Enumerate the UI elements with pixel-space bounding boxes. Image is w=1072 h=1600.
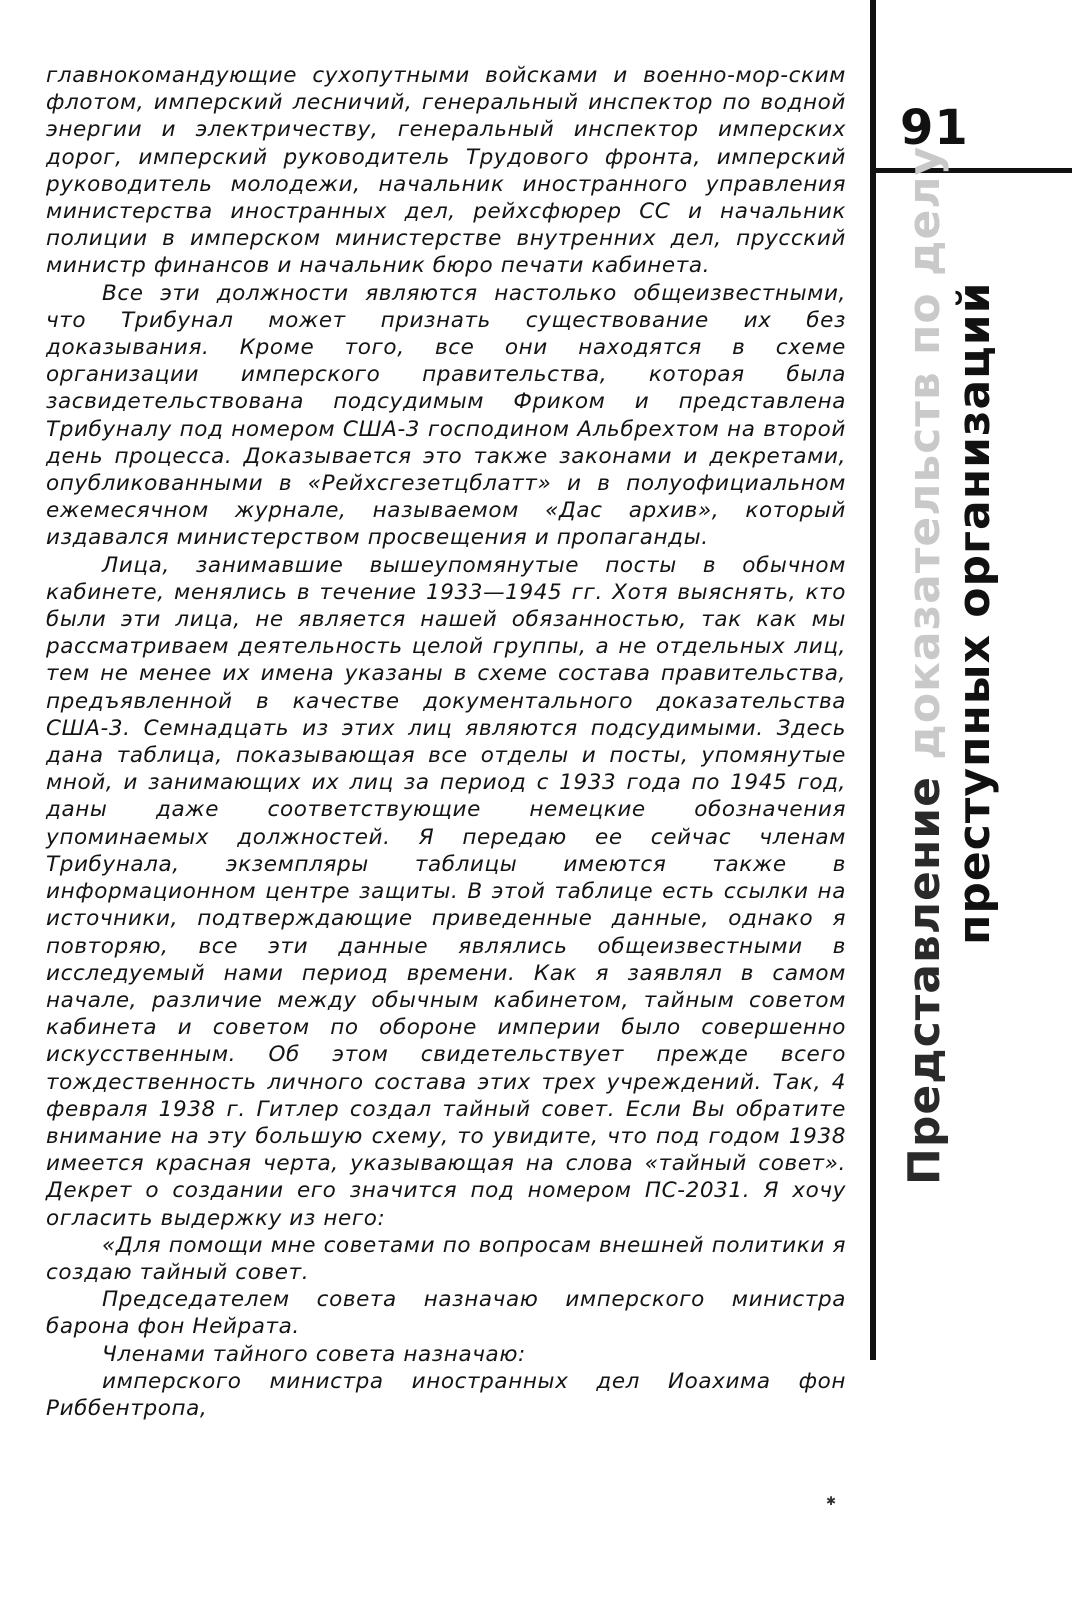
quote-paragraph-3: Членами тайного совета назначаю:: [102, 1341, 526, 1367]
quote-paragraph-2: Председателем совета назначаю имперского министра барона фон Нейрата.: [46, 1287, 846, 1340]
page-number: 91: [900, 100, 969, 156]
print-speck-icon: ✱: [826, 1494, 837, 1508]
quote-paragraph-4: имперского министра иностранных дел Иоахима фон Риббентропа,: [46, 1368, 846, 1421]
paragraph-3: Лица, занимавшие вышеупомянутые посты в обычном кабинете, менялись в течение 1933—1945 гг. Хотя выяснять, кто были эти лица, не является нашей обязанностью, так как мы рассматриваем деятельность целой группы, а не отдельных лиц, тем не менее их имена указаны в схеме состава правительства, предъявленной в качестве документального доказательства США-3. Семнадцать из этих лиц являются подсудимыми. Здесь дана таблица, показывающая все отделы и посты, упомянутые мной, и занимающих их лиц за период с 1933 года по 1945 год, даны даже соответствующие немецкие обозначения упоминаемых должностей. Я передаю ее сейчас членам Трибунала, экземпляры таблицы имеются также в информационном центре защиты. В этой таблице есть ссылки на источники, подтверждающие приведенные данные, однако я повторяю, все эти данные являлись общеизвестными в исследуемый нами период времени. Как я заявлял в самом начале, различие между обычным кабинетом, тайным советом кабинета и советом по обороне империи было совершенно искусственным. Об этом свидетельствует прежде всего тождественность личного состава этих трех учреждений. Так, 4 февраля 1938 г. Гитлер создал тайный совет. Если Вы обратите внимание на эту большую схему, то увидите, что под годом 1938 имеется красная черта, указывающая на слова «тайный совет». Декрет о создании его значится под номером ПС-2031. Я хочу огласить выдержку из него:: [46, 552, 846, 1231]
running-head-line-2: преступных организаций: [949, 281, 1000, 945]
body-text: [46, 62, 846, 1422]
paragraph-2: Все эти должности являются настолько общеизвестными, что Трибунал может признать существование их без доказывания. Кроме того, все они находятся в схеме организации имперского правительства, которая была засвидетельствована подсудимым Фриком и представлена Трибуналу под номером США-3 господином Альбрехтом на второй день процесса. Доказывается это также законами и декретами, опубликованными в «Рейхсгезетцблатт» и в полуофициальном ежемесячном журнале, называемом «Дас архив», который издавался министерством просвещения и пропаганды.: [46, 280, 846, 551]
running-head-pale-part: доказательств по делу: [899, 145, 950, 760]
running-head-line-1: [900, 146, 950, 1185]
running-head: [899, 145, 1060, 1185]
paragraph-1: главнокомандующие сухопутными войсками и военно-мор-ским флотом, имперский лесничий, генеральный инспектор по водной энергии и электричеству, генеральный инспектор имперских дорог, имперский руководитель Трудового фронта, имперский руководитель молодежи, начальник иностранного управления министерства иностранных дел, рейхсфюрер СС и начальник полиции в имперском министерстве внутренних дел, прусский министр финансов и начальник бюро печати кабинета.: [46, 63, 846, 279]
margin-vertical-rule: [870, 0, 876, 1360]
running-head-bold-part: Представление: [899, 759, 950, 1185]
quote-paragraph-1: «Для помощи мне советами по вопросам внешней политики я создаю тайный совет.: [46, 1232, 846, 1285]
